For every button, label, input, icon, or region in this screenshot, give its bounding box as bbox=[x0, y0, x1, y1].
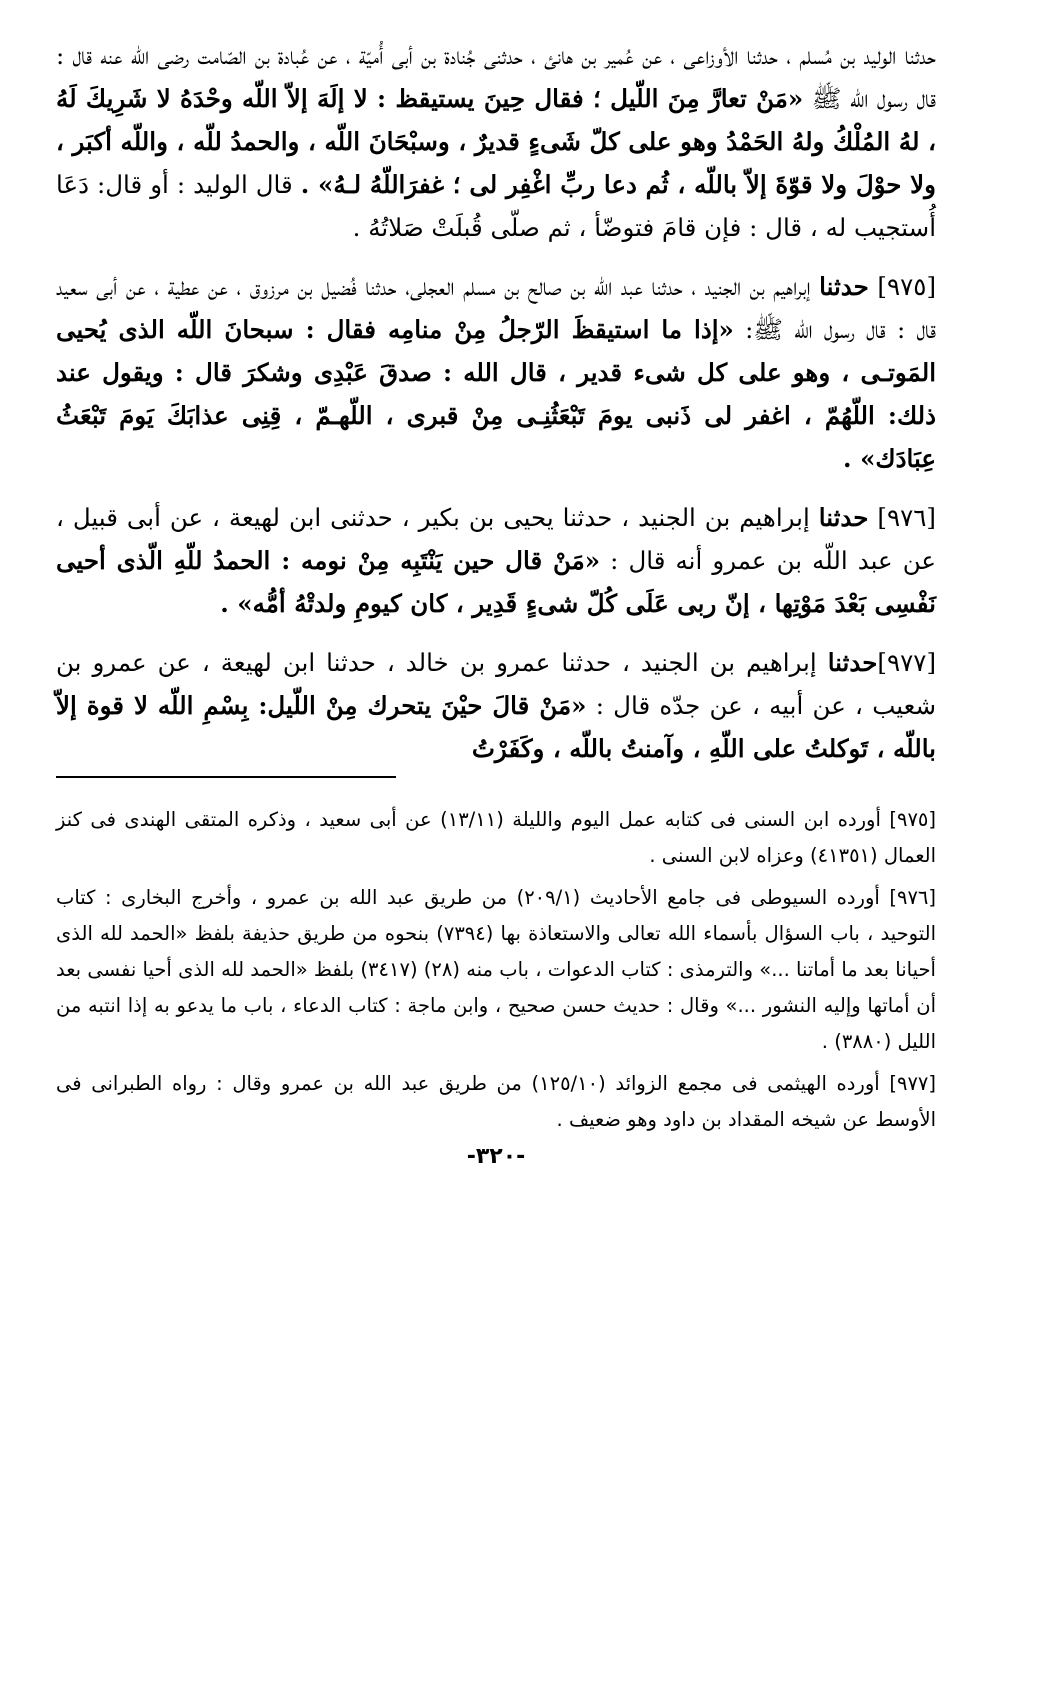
footnote-number: [٩٧٥] bbox=[889, 808, 937, 831]
hadith-976-paragraph bbox=[56, 496, 936, 625]
hadith-number: [٩٧٧] bbox=[877, 648, 936, 677]
narrator-note: قال الوليد : أو قال: دَعَا أُستجيب له ، قال : فإن قامَ فتوضّأ ، ثم صلّى قُبلَتْ صَلاتُهُ . bbox=[56, 170, 936, 242]
isnad-text: إبراهيم بن الجنيد ، حدثنا عمرو بن خالد ، حدثنا ابن لهيعة ، عن عمرو بن شعيب ، عن أبيه ، عن جدّه قال : bbox=[56, 648, 936, 720]
hadith-number: [٩٧٦] bbox=[877, 503, 936, 532]
page-body bbox=[56, 34, 936, 1169]
separator-line bbox=[56, 776, 396, 778]
matn-text: «مَنْ تعارَّ مِنَ اللّيل ؛ فقال حِينَ يستيقظ : لا إلَهَ إلاّ اللّه وحْدَهُ لا شَرِيكَ لَهُ ، لهُ المُلْكُ ولهُ الحَمْدُ وهو على كلّ شَىءٍ قديرٌ ، وسبْحَانَ اللّه ، والحمدُ للّه ، واللّه أكبَر ، ولا حوْلَ ولا قوّةَ إلاّ باللّه ، ثُم دعا ربِّ اغْفِر لى ؛ غفرَاللّهُ لـهُ» . bbox=[56, 84, 936, 199]
hadith-974-paragraph bbox=[56, 34, 936, 249]
hadith-975-paragraph bbox=[56, 265, 936, 480]
isnad-text: حدثنا الوليد بن مُسلم ، حدثنا الأوزاعى ، عن عُمير بن هانئ ، حدثنى جُنادة بن أبى أُميّة ، عن عُبادة بن الصّامت رضى الله عنه قال : قال رسول الله ﷺ bbox=[56, 41, 936, 113]
footnote-text: أورده الهيثمى فى مجمع الزوائد (١٢٥/١٠) من طريق عبد الله بن عمرو وقال : رواه الطبرانى فى الأوسط عن شيخه المقداد بن داود وهو ضعيف . bbox=[56, 1072, 936, 1131]
footnote-text: أورده ابن السنى فى كتابه عمل اليوم والليلة (١٣/١١) عن أبى سعيد ، وذكره المتقى الهندى فى كنز العمال (٤١٣٥١) وعزاه لابن السنى . bbox=[56, 808, 936, 867]
lead-word: حدثنا bbox=[827, 648, 878, 677]
page-number: -٣٢٠- bbox=[466, 1144, 526, 1169]
isnad-text: إبراهيم بن الجنيد ، حدثنا يحيى بن بكير ، حدثنى ابن لهيعة ، عن أبى قبيل ، عن عبد اللّه بن عمرو أنه قال : bbox=[56, 503, 936, 575]
footnote-text: أورده السيوطى فى جامع الأحاديث (٢٠٩/١) من طريق عبد الله بن عمرو ، وأخرج البخارى : كتاب التوحيد ، باب السؤال بأسماء الله تعالى والاستعاذة بها (٧٣٩٤) بنحوه من طريق حذيفة بلفظ «الحمد لله الذى أحيانا بعد ما أماتنا ...» والترمذى : كتاب الدعوات ، باب منه (٢٨) (٣٤١٧) بلفظ «الحمد لله الذى أحيا نفسى بعد أن أماتها وإليه النشور ...» وقال : حديث حسن صحيح ، وابن ماجة : كتاب الدعاء ، باب ما يدعو به إذا انتبه من الليل (٣٨٨٠) . bbox=[56, 886, 937, 1053]
lead-word: حدثنا bbox=[819, 272, 869, 301]
footnote-976 bbox=[56, 880, 936, 1060]
hadith-977-paragraph bbox=[56, 641, 936, 770]
isnad-text: إبراهيم بن الجنيد ، حدثنا عبد الله بن صالح بن مسلم العجلى، حدثنا فُضيل بن مرزوق ، عن عطية ، عن أبى سعيد قال : قال رسول الله ﷺ: bbox=[56, 272, 936, 344]
matn-text: «مَنْ قال حين يَنْتَبِه مِنْ نومه : الحمدُ للّهِ الّذى أحيى نَفْسِى بَعْدَ مَوْتِها ، إنّ ربى عَلَى كُلّ شىءٍ قَدِير ، كان كيومِ ولدتْهُ أمُّه» . bbox=[56, 546, 936, 618]
lead-word: حدثنا bbox=[818, 503, 869, 532]
matn-text: «إذا ما استيقظَ الرّجلُ مِنْ منامِه فقال : سبحانَ اللّه الذى يُحيى المَوتـى ، وهو على كل شىء قدير ، قال الله : صدقَ عَبْدِى وشكرَ قال : ويقول عند ذلك: اللّهُمّ ، اغفر لى ذَنبى يومَ تَبْعَثُنِـى مِنْ قبرى ، اللّهـمّ ، قِنِى عذابَكَ يَومَ تَبْعَثُ عِبَادَك» . bbox=[56, 315, 936, 473]
footnotes bbox=[56, 802, 936, 1138]
footnote-977 bbox=[56, 1066, 936, 1138]
footnote-number: [٩٧٦] bbox=[889, 886, 936, 909]
footnote-separator bbox=[56, 770, 936, 792]
footnote-number: [٩٧٧] bbox=[889, 1072, 936, 1095]
footnote-975 bbox=[56, 802, 936, 874]
matn-text: «مَنْ قالَ حيْنَ يتحرك مِنْ اللّيل: بِسْمِ اللّه لا قوة إلاّ باللّه ، تَوكلتُ على اللّهِ ، وآمنتُ باللّه ، وكَفَرْتُ bbox=[56, 691, 936, 763]
hadith-number: [٩٧٥] bbox=[877, 272, 936, 301]
